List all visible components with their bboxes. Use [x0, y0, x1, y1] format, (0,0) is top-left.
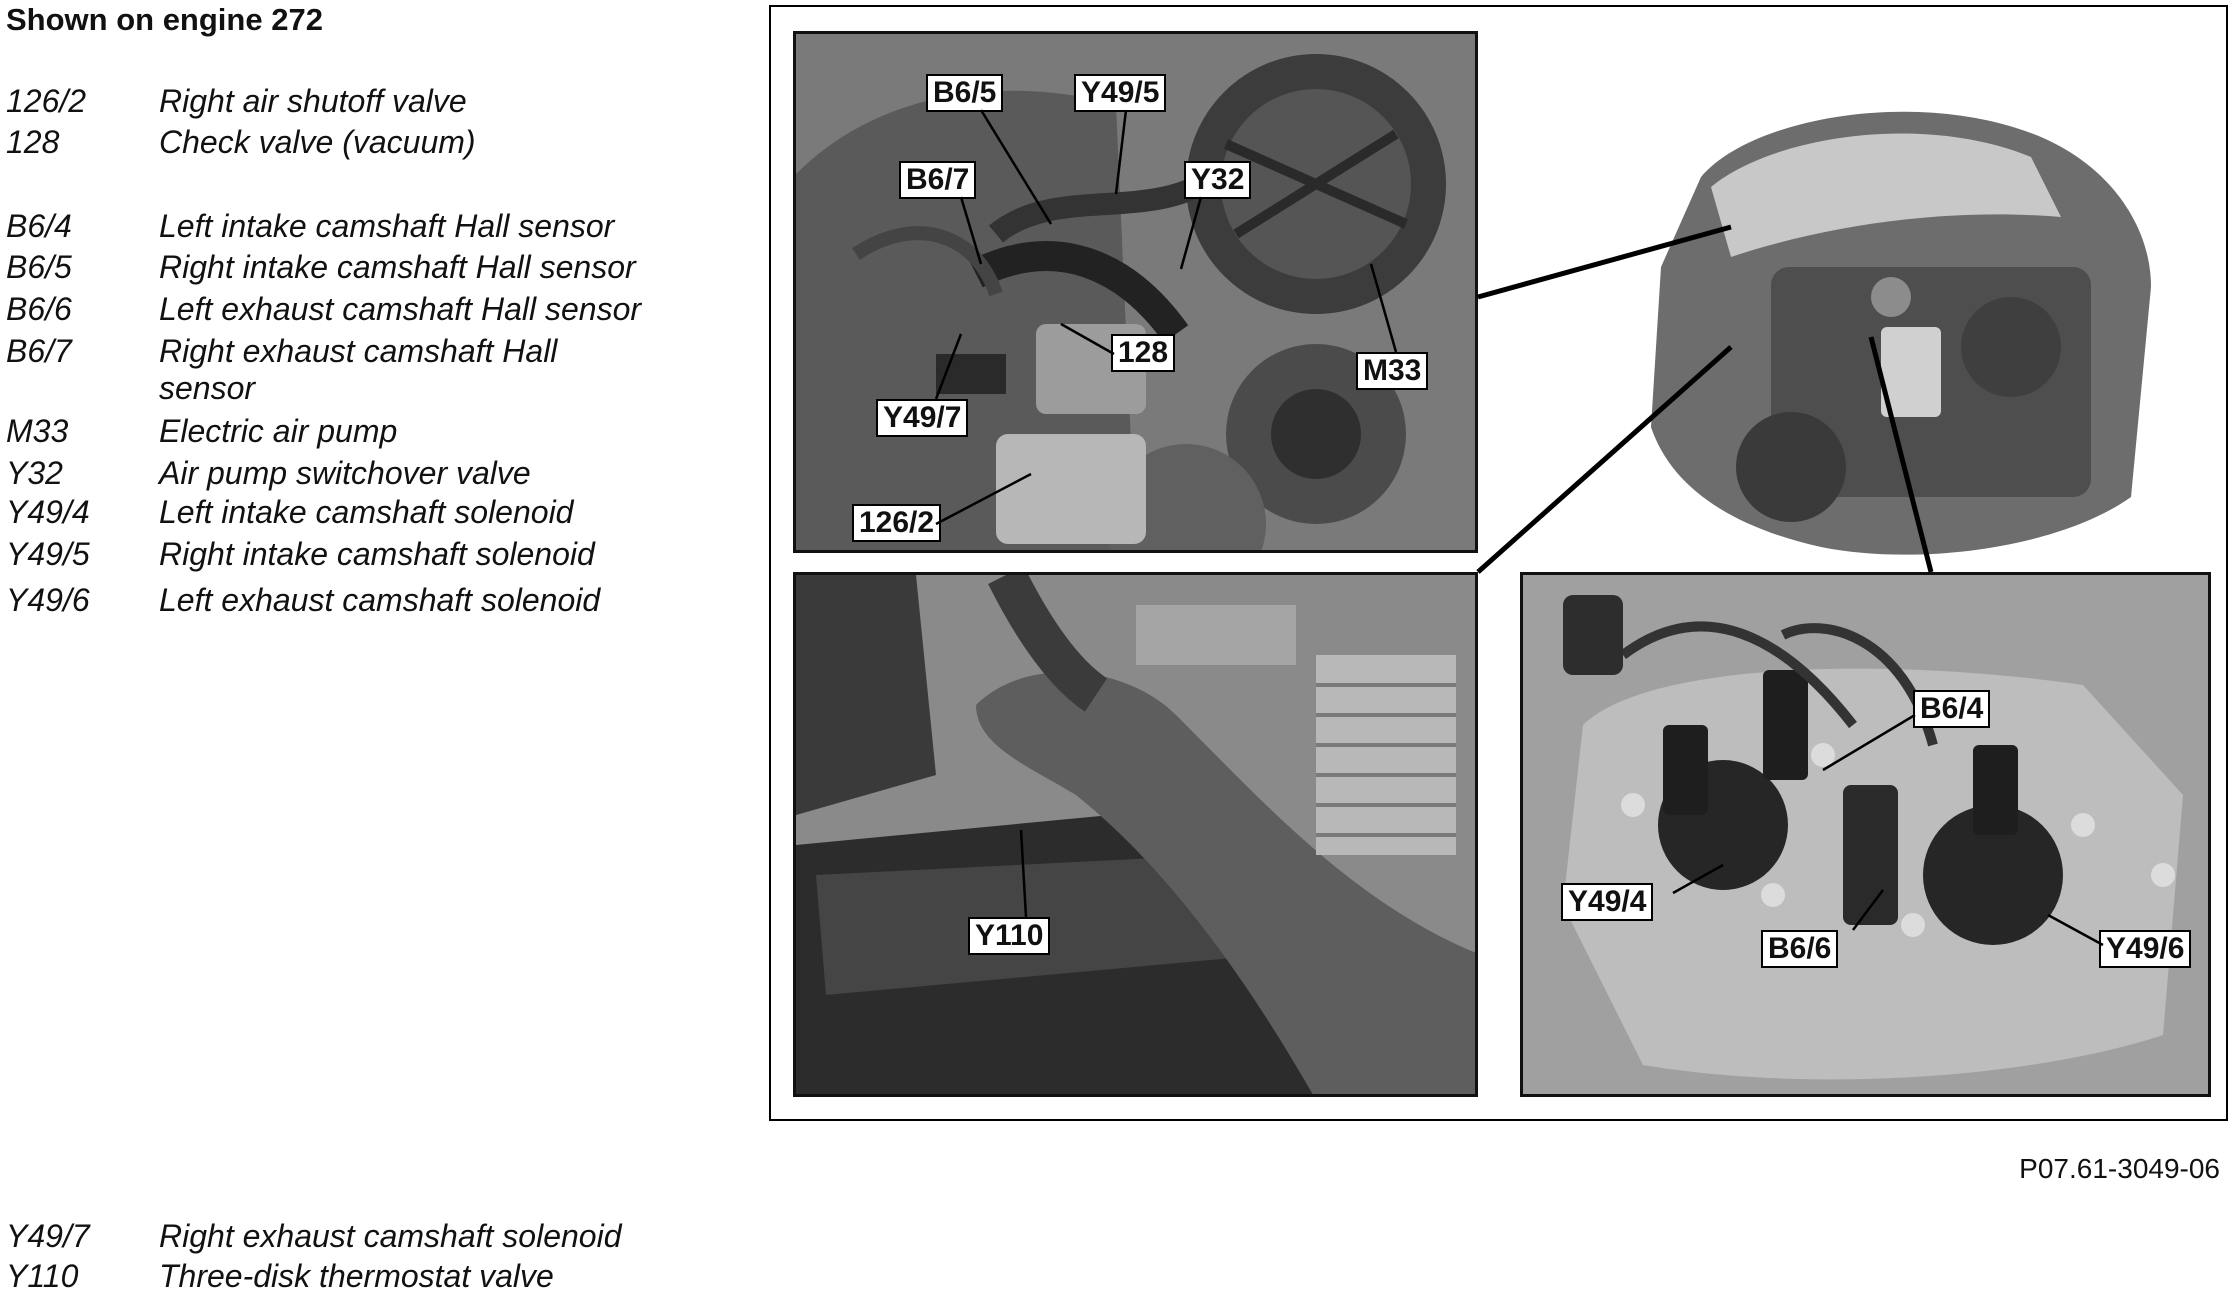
- callout-Y110: Y110: [968, 917, 1050, 955]
- legend-code: Y49/4: [6, 494, 90, 530]
- legend-description: Left exhaust camshaft Hall sensor: [159, 291, 642, 327]
- panel-connector-lines: [771, 7, 2230, 1123]
- legend-description: Electric air pump: [159, 413, 398, 449]
- callout-B6-6: B6/6: [1761, 930, 1838, 968]
- legend-code: M33: [6, 413, 69, 449]
- callout-Y49-4: Y49/4: [1561, 883, 1653, 921]
- callout-B6-4: B6/4: [1913, 690, 1990, 728]
- callout-Y49-6: Y49/6: [2099, 930, 2191, 968]
- legend-code: Y49/5: [6, 536, 90, 572]
- legend-code: Y32: [6, 455, 63, 491]
- legend-description: Left intake camshaft Hall sensor: [159, 208, 615, 244]
- legend-code: B6/6: [6, 291, 72, 327]
- legend-description: Right intake camshaft solenoid: [159, 536, 595, 572]
- callout-M33: M33: [1356, 352, 1428, 390]
- callout-Y49-7: Y49/7: [876, 399, 968, 437]
- callout-Y32: Y32: [1184, 161, 1251, 199]
- legend-description: Check valve (vacuum): [159, 124, 476, 160]
- engine-figure: [769, 5, 2228, 1121]
- legend-description: Right exhaust camshaft Hall sensor: [159, 333, 558, 406]
- legend-code: Y49/6: [6, 582, 90, 618]
- callout-128: 128: [1111, 334, 1175, 372]
- legend-description: Air pump switchover valve: [159, 455, 531, 491]
- legend-code: 128: [6, 124, 60, 160]
- legend-code: Y110: [6, 1258, 79, 1294]
- legend-code: 126/2: [6, 83, 87, 119]
- legend-code: B6/7: [6, 333, 72, 369]
- callout-B6-7: B6/7: [899, 161, 976, 199]
- figure-reference-id: P07.61-3049-06: [2019, 1153, 2220, 1184]
- callout-Y49-5: Y49/5: [1074, 74, 1166, 112]
- legend-description: Three-disk thermostat valve: [159, 1258, 554, 1294]
- legend-code: B6/4: [6, 208, 72, 244]
- legend-code: Y49/7: [6, 1218, 90, 1254]
- legend-description: Right exhaust camshaft solenoid: [159, 1218, 622, 1254]
- legend-code: B6/5: [6, 249, 72, 285]
- page-heading: Shown on engine 272: [6, 2, 323, 37]
- callout-126-2: 126/2: [852, 504, 941, 542]
- legend-description: Left intake camshaft solenoid: [159, 494, 574, 530]
- legend-description: Right intake camshaft Hall sensor: [159, 249, 636, 285]
- legend-description: Right air shutoff valve: [159, 83, 467, 119]
- callout-B6-5: B6/5: [926, 74, 1003, 112]
- legend-description: Left exhaust camshaft solenoid: [159, 582, 601, 618]
